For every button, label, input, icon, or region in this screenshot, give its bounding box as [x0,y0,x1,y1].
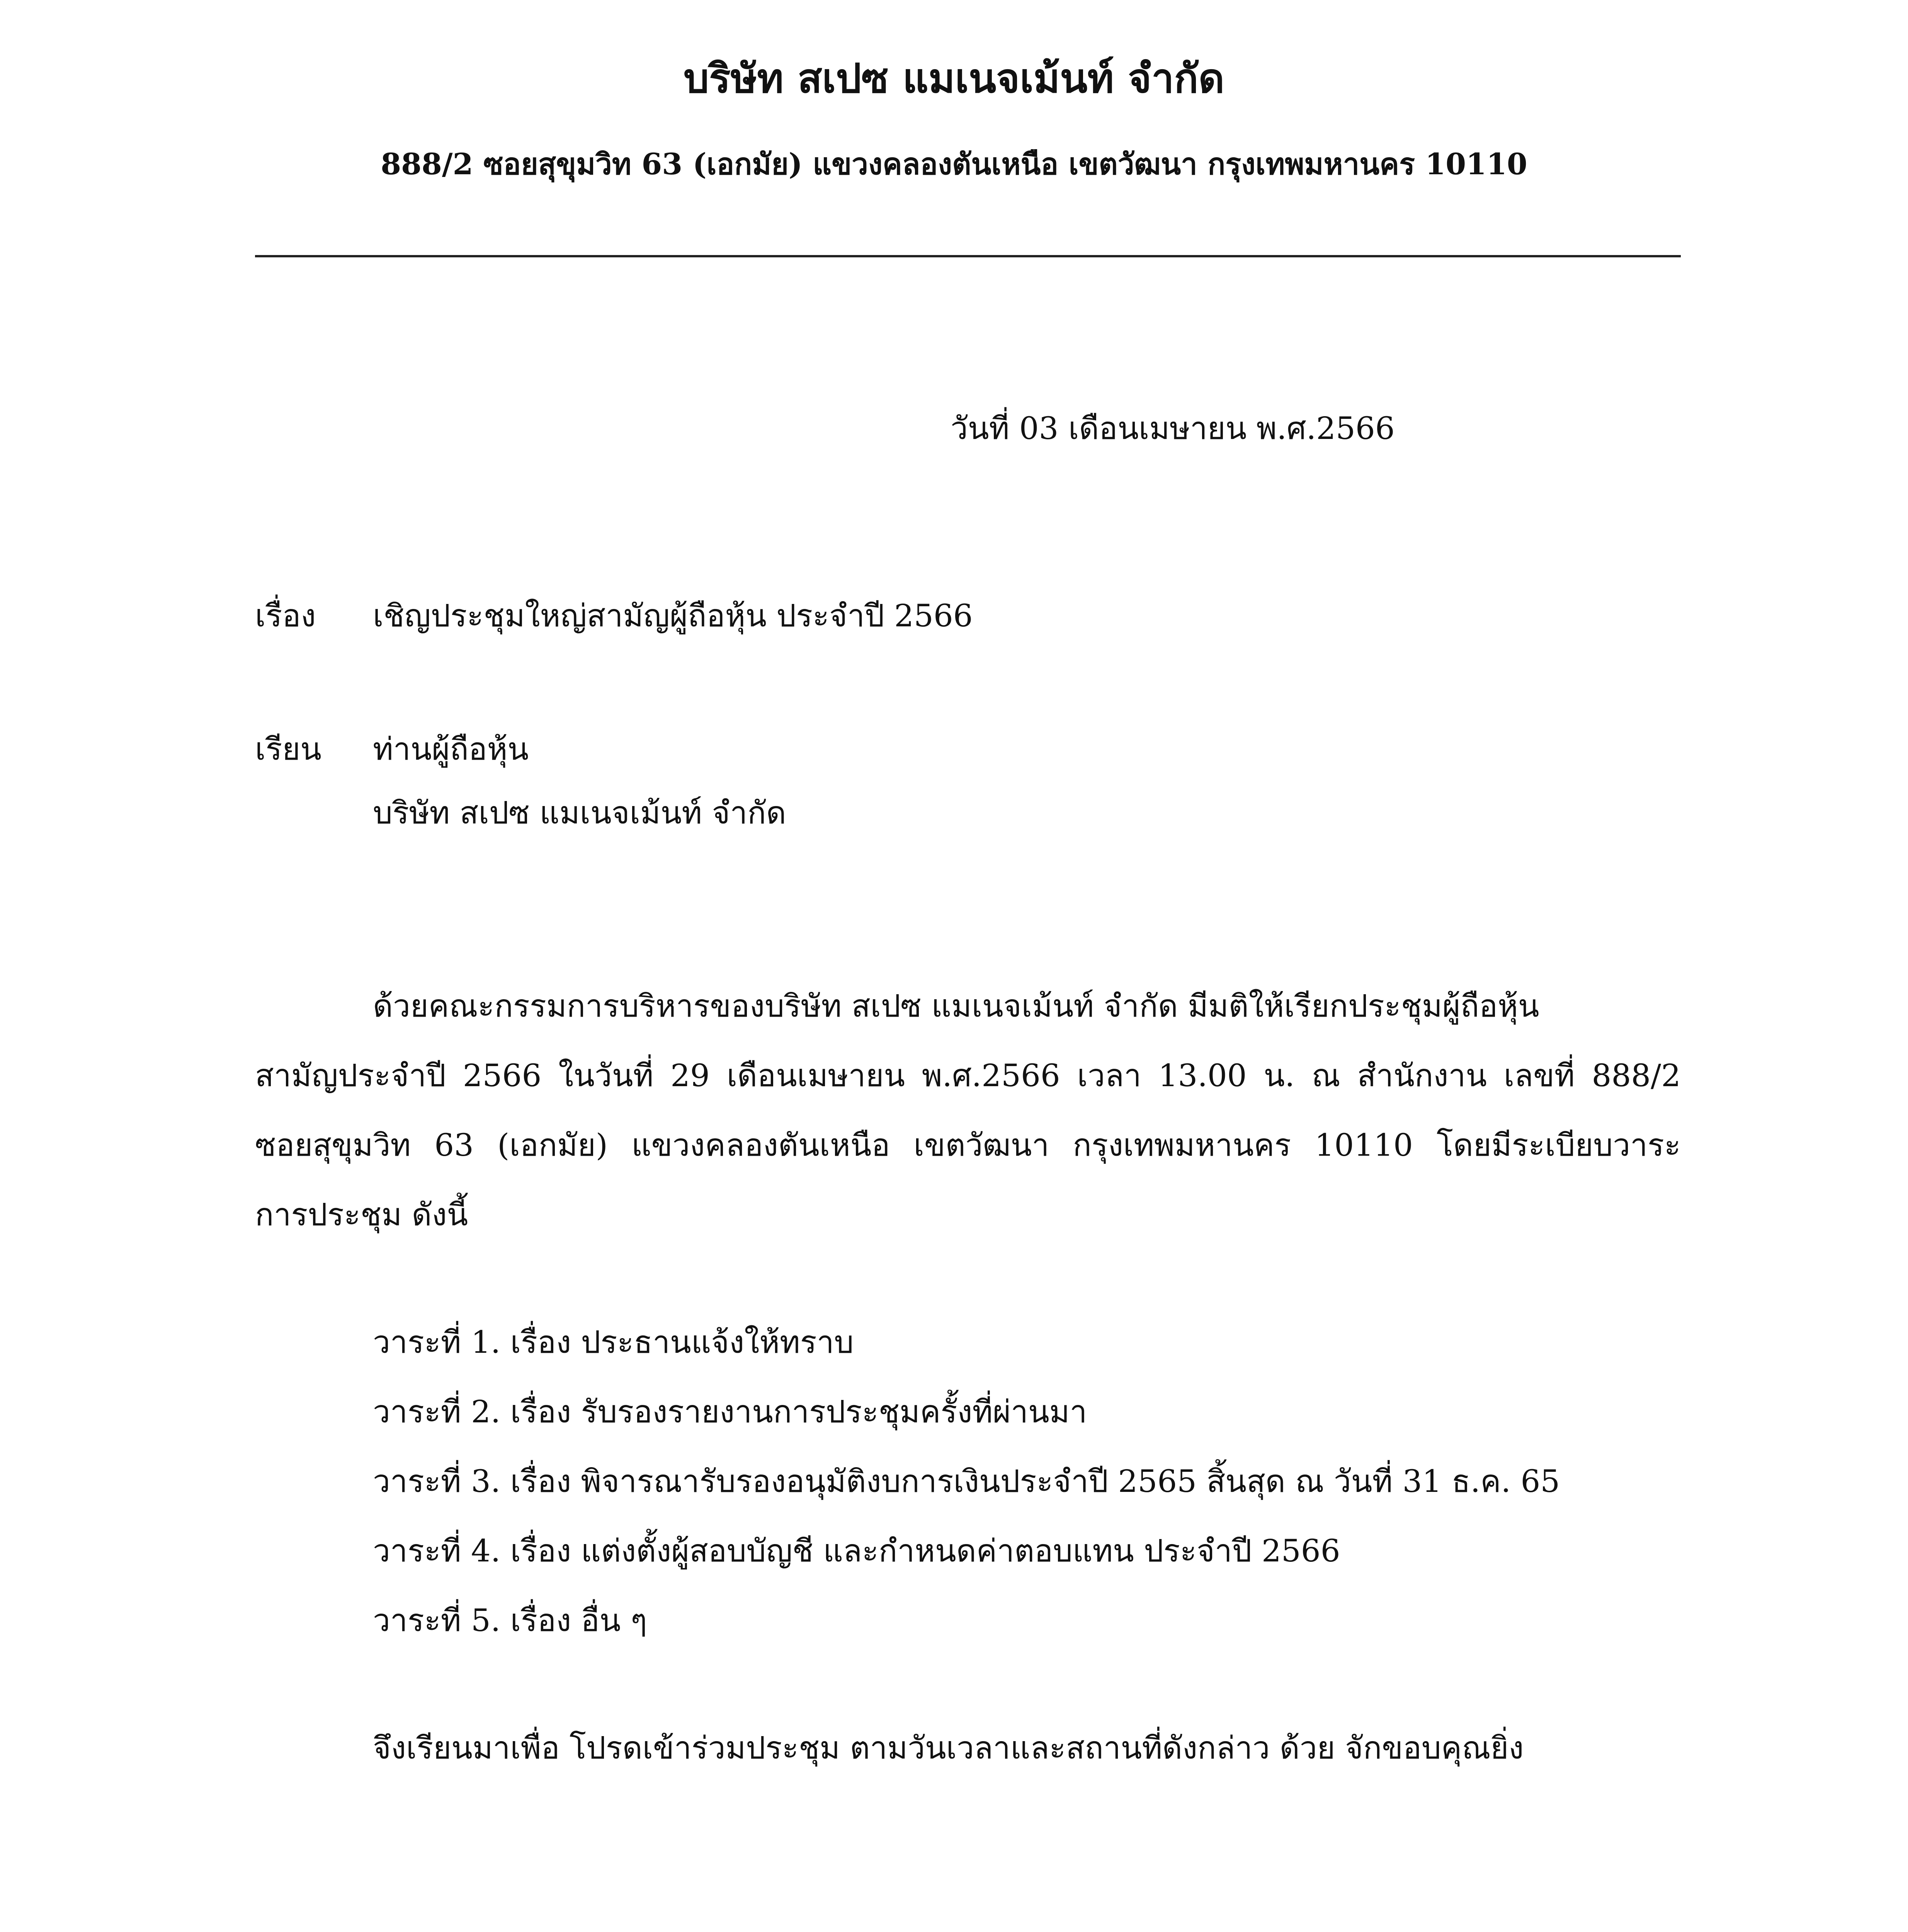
body-paragraph-line: การประชุม ดังนี้ [255,1197,468,1233]
recipient-label: เรียน [255,731,321,767]
header-divider [255,255,1681,257]
company-name: บริษัท สเปซ แมเนจเม้นท์ จำกัด [684,54,1224,102]
recipient-line-2: บริษัท สเปซ แมเนจเม้นท์ จำกัด [373,795,786,831]
recipient-line-1: ท่านผู้ถือหุ้น [373,731,529,767]
body-paragraph-line: ซอยสุขุมวิท 63 (เอกมัย) แขวงคลองตันเหนือ เขตวัฒนา กรุงเทพมหานคร 10110 โดยมีระเบียบวาระ [255,1127,1681,1163]
body-paragraph-line: ด้วยคณะกรรมการบริหารของบริษัท สเปซ แมเนจเม้นท์ จำกัด มีมติให้เรียกประชุมผู้ถือหุ้น [373,988,1539,1024]
company-address: 888/2 ซอยสุขุมวิท 63 (เอกมัย) แขวงคลองตันเหนือ เขตวัฒนา กรุงเทพมหานคร 10110 [381,147,1527,181]
closing-sentence: จึงเรียนมาเพื่อ โปรดเข้าร่วมประชุม ตามวันเวลาและสถานที่ดังกล่าว ด้วย จักขอบคุณยิ่ง [373,1730,1524,1766]
subject-label: เรื่อง [255,598,316,634]
agenda-item: วาระที่ 4. เรื่อง แต่งตั้งผู้สอบบัญชี และกำหนดค่าตอบแทน ประจำปี 2566 [373,1533,1340,1569]
subject-text: เชิญประชุมใหญ่สามัญผู้ถือหุ้น ประจำปี 2566 [373,598,973,634]
agenda-item: วาระที่ 5. เรื่อง อื่น ๆ [373,1602,647,1638]
agenda-item: วาระที่ 2. เรื่อง รับรองรายงานการประชุมครั้งที่ผ่านมา [373,1394,1087,1430]
body-paragraph-line: สามัญประจำปี 2566 ในวันที่ 29 เดือนเมษายน พ.ศ.2566 เวลา 13.00 น. ณ สำนักงาน เลขที่ 888/2 [255,1058,1681,1094]
agenda-item: วาระที่ 1. เรื่อง ประธานแจ้งให้ทราบ [373,1324,854,1360]
agenda-item: วาระที่ 3. เรื่อง พิจารณารับรองอนุมัติงบการเงินประจำปี 2565 สิ้นสุด ณ วันที่ 31 ธ.ค. 65 [373,1463,1560,1499]
letter-date: วันที่ 03 เดือนเมษายน พ.ศ.2566 [951,410,1395,446]
